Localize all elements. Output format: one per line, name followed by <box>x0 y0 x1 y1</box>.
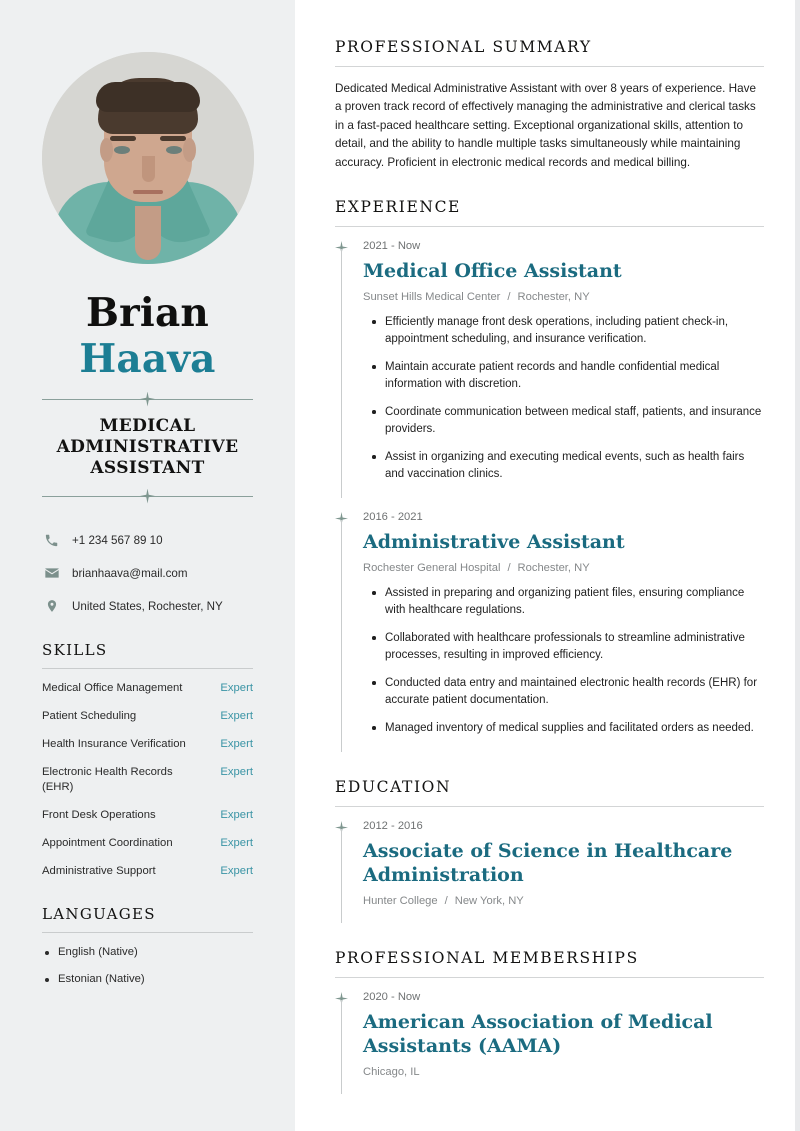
bullet-item: Maintain accurate patient records and handle confidential medical information with discretion. <box>385 359 764 393</box>
entry-location: Rochester, NY <box>517 562 590 575</box>
skill-item <box>42 737 253 752</box>
entry-bullets <box>363 314 764 498</box>
skill-level: Expert <box>220 710 253 722</box>
bullet-item: Conducted data entry and maintained electronic health records (EHR) for accurate patient documentation. <box>385 675 764 709</box>
entry-date: 2016 - 2021 <box>363 511 423 524</box>
experience-section <box>335 198 764 752</box>
skill-level: Expert <box>220 738 253 750</box>
contact-phone-text: +1 234 567 89 10 <box>72 533 163 547</box>
skill-level: Expert <box>220 809 253 821</box>
summary-text: Dedicated Medical Administrative Assistant with over 8 years of experience. Have a proven track record of effectively managing the administrative and clerical tasks in a fast-paced healthcare setting. Exceptional organizational skills, attention to detail, and the ability to handle multiple tasks simultaneously while maintaining accuracy. Proficient in electronic medical records and medical billing. <box>335 82 756 169</box>
entry-meta <box>363 894 764 909</box>
contact-location-text: United States, Rochester, NY <box>72 599 223 613</box>
location-icon <box>42 597 61 615</box>
skill-name: Health Insurance Verification <box>42 738 186 750</box>
timeline-line <box>341 1000 342 1094</box>
timeline-line <box>341 520 342 752</box>
entry-location: Chicago, IL <box>363 1066 420 1079</box>
bullet-item: Assisted in preparing and organizing patient files, ensuring compliance with healthcare regulations. <box>385 585 764 619</box>
experience-heading: EXPERIENCE <box>335 198 461 217</box>
portrait-illustration <box>42 52 254 264</box>
skill-name: Appointment Coordination <box>42 837 173 849</box>
memberships-heading: PROFESSIONAL MEMBERSHIPS <box>335 949 639 968</box>
skill-item <box>42 681 253 696</box>
entry-bullets <box>363 585 764 752</box>
contact-location[interactable] <box>42 597 253 615</box>
entry-date: 2012 - 2016 <box>363 820 423 833</box>
languages-heading: LANGUAGES <box>42 905 156 923</box>
bullet-item: Efficiently manage front desk operations, including patient check-in, appointment scheduling, and insurance verification. <box>385 314 764 348</box>
headline-job-title: MEDICAL ADMINISTRATIVE ASSISTANT <box>56 416 239 478</box>
memberships-section <box>335 949 764 1080</box>
skill-name: Electronic Health Records (EHR) <box>42 766 173 793</box>
membership-entry <box>335 978 764 1080</box>
entry-location: New York, NY <box>454 895 524 908</box>
main-content <box>295 0 800 1131</box>
education-heading: EDUCATION <box>335 778 452 797</box>
entry-separator: / <box>507 562 511 575</box>
page-right-edge <box>795 0 800 1131</box>
skills-rule <box>42 668 253 669</box>
skill-name: Front Desk Operations <box>42 809 156 821</box>
education-section <box>335 778 764 923</box>
entry-separator: / <box>507 291 511 304</box>
entry-location: Rochester, NY <box>517 291 590 304</box>
entry-meta <box>363 561 764 576</box>
summary-rule <box>335 66 764 67</box>
ornament-divider-top <box>42 390 253 408</box>
skill-item <box>42 765 253 795</box>
entry-company: Sunset Hills Medical Center <box>363 291 501 304</box>
timeline-line <box>341 249 342 498</box>
email-icon <box>42 564 61 582</box>
skill-item <box>42 808 253 823</box>
bullet-item: Coordinate communication between medical staff, patients, and insurance providers. <box>385 404 764 438</box>
summary-heading: PROFESSIONAL SUMMARY <box>335 38 592 56</box>
skill-item <box>42 836 253 851</box>
entry-separator: / <box>444 895 448 908</box>
avatar <box>42 52 254 264</box>
sidebar <box>0 0 295 1131</box>
experience-entry <box>335 227 764 498</box>
entry-title: Medical Office Assistant <box>363 260 622 283</box>
language-item: English (Native) <box>58 945 253 960</box>
entry-title: Administrative Assistant <box>363 531 625 554</box>
ornament-divider-bottom <box>42 487 253 505</box>
star-icon <box>140 489 155 504</box>
languages-section <box>42 905 253 987</box>
contact-email[interactable] <box>42 564 253 582</box>
contact-list <box>42 531 253 615</box>
contact-phone[interactable] <box>42 531 253 549</box>
skill-name: Patient Scheduling <box>42 710 137 722</box>
skill-level: Expert <box>220 865 253 877</box>
entry-meta <box>363 1065 764 1080</box>
entry-date: 2021 - Now <box>363 240 421 253</box>
experience-entry <box>335 498 764 752</box>
entry-date: 2020 - Now <box>363 991 421 1004</box>
skill-level: Expert <box>220 837 253 849</box>
skill-name: Administrative Support <box>42 865 156 877</box>
entry-company: Rochester General Hospital <box>363 562 501 575</box>
skill-level: Expert <box>220 766 253 778</box>
entry-title: Associate of Science in Healthcare Administration <box>363 840 733 887</box>
skill-name: Medical Office Management <box>42 682 183 694</box>
skill-item <box>42 864 253 879</box>
bullet-item: Managed inventory of medical supplies and facilitated orders as needed. <box>385 720 764 737</box>
languages-rule <box>42 932 253 933</box>
bullet-item: Assist in organizing and executing medical events, such as health fairs and vaccination clinics. <box>385 449 764 483</box>
star-icon <box>140 392 155 407</box>
language-item: Estonian (Native) <box>58 972 253 987</box>
entry-meta <box>363 290 764 305</box>
entry-title: American Association of Medical Assistants (AAMA) <box>363 1011 713 1058</box>
skills-section <box>42 641 253 879</box>
summary-section <box>335 38 764 172</box>
skill-item <box>42 709 253 724</box>
bullet-item: Collaborated with healthcare professionals to streamline administrative processes, resulting in improved efficiency. <box>385 630 764 664</box>
first-name: Brian <box>86 290 209 336</box>
name-block <box>42 290 253 505</box>
phone-icon <box>42 531 61 549</box>
timeline-line <box>341 829 342 923</box>
skill-level: Expert <box>220 682 253 694</box>
last-name: Haava <box>79 336 216 382</box>
education-entry <box>335 807 764 923</box>
contact-email-text: brianhaava@mail.com <box>72 566 188 580</box>
entry-school: Hunter College <box>363 895 438 908</box>
skills-heading: SKILLS <box>42 641 108 659</box>
